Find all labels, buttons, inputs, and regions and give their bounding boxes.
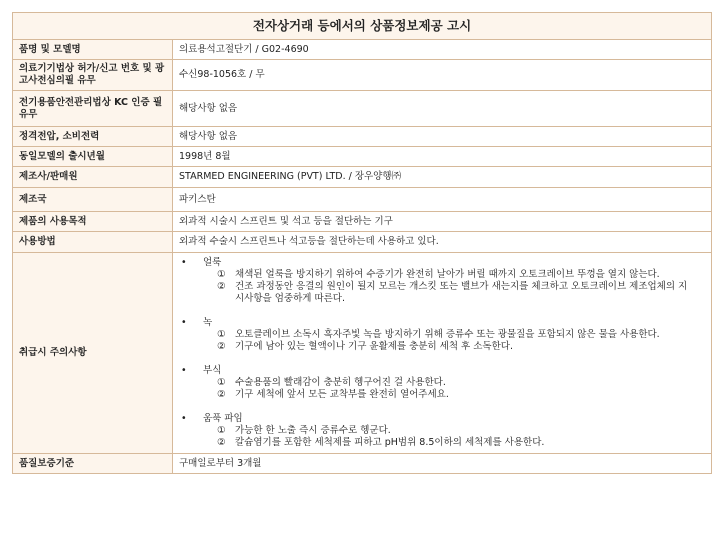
item-number: ① (217, 425, 226, 436)
item-number: ① (217, 269, 226, 280)
table-row (13, 454, 712, 474)
info-table (12, 12, 712, 474)
row-value: 수신98-1056호 / 무 (173, 60, 712, 91)
warranty-value: 구매일로부터 3개월 (173, 454, 712, 474)
item-text: 수술용품의 빨래감이 충분히 헹구어진 걸 사용한다. (235, 377, 446, 388)
title-row (13, 13, 712, 40)
section-title: 얼룩 (203, 257, 222, 268)
product-info-notice (12, 12, 712, 474)
list-item (179, 389, 705, 401)
row-value: STARMED ENGINEERING (PVT) LTD. / 장우양행㈜ (173, 167, 712, 188)
list-item (179, 437, 705, 449)
item-text: 채색된 얼룩을 방지하기 위하여 수증기가 완전히 날아가 버릴 때까지 오토크레이브 뚜껑을 열지 않는다. (235, 269, 660, 280)
row-value: 1998년 8월 (173, 147, 712, 167)
table-row (13, 147, 712, 167)
care-instructions (173, 253, 712, 454)
table-row (13, 40, 712, 60)
care-section-corrosion (179, 365, 705, 401)
row-label: 제조사/판매원 (13, 167, 173, 188)
care-label: 취급시 주의사항 (13, 253, 173, 454)
table-row (13, 167, 712, 188)
list-item (179, 329, 705, 341)
item-number: ② (217, 389, 226, 400)
row-label: 제품의 사용목적 (13, 212, 173, 232)
table-row (13, 60, 712, 91)
section-title: 부식 (203, 365, 222, 376)
bullet: • (181, 365, 187, 376)
item-number: ② (217, 341, 226, 352)
item-text: 가능한 한 노출 즉시 증류수로 헹군다. (235, 425, 391, 436)
row-value: 해당사항 없음 (173, 91, 712, 127)
row-value: 외과적 수술시 스프린트나 석고등을 절단하는데 사용하고 있다. (173, 232, 712, 253)
row-label: 제조국 (13, 188, 173, 212)
table-row (13, 232, 712, 253)
section-title: 움푹 파임 (203, 413, 243, 424)
section-title: 녹 (203, 317, 213, 328)
row-label: 사용방법 (13, 232, 173, 253)
table-row (13, 127, 712, 147)
row-value: 외과적 시술시 스프린트 및 석고 등을 절단하는 기구 (173, 212, 712, 232)
notice-title: 전자상거래 등에서의 상품정보제공 고시 (13, 13, 712, 40)
item-number: ① (217, 377, 226, 388)
row-label: 동일모델의 출시년월 (13, 147, 173, 167)
row-label: 정격전압, 소비전력 (13, 127, 173, 147)
item-number: ② (217, 437, 226, 448)
row-value: 파키스탄 (173, 188, 712, 212)
care-section-rust (179, 317, 705, 353)
care-section-pitting (179, 413, 705, 449)
care-section-stain (179, 257, 705, 305)
row-value: 해당사항 없음 (173, 127, 712, 147)
list-item (179, 341, 705, 353)
row-value: 의료용석고절단기 / G02-4690 (173, 40, 712, 60)
row-label: 의료기기법상 허가/신고 번호 및 광고사전심의필 유무 (13, 60, 173, 91)
care-row (13, 253, 712, 454)
item-text: 기구에 남아 있는 혈액이나 기구 윤활제를 충분히 세척 후 소독한다. (235, 341, 513, 352)
list-item (179, 281, 705, 305)
warranty-label: 품질보증기준 (13, 454, 173, 474)
item-text: 오토클레이브 소독시 흑자주빛 녹을 방지하기 위해 증류수 또는 광물질을 포함되지 않은 물을 사용한다. (235, 329, 660, 340)
list-item (179, 377, 705, 389)
table-row (13, 188, 712, 212)
item-number: ① (217, 329, 226, 340)
row-label: 품명 및 모델명 (13, 40, 173, 60)
table-row (13, 212, 712, 232)
list-item (179, 269, 705, 281)
item-text: 칼슘염기를 포함한 세척제를 피하고 pH범위 8.5이하의 세척제를 사용한다. (235, 437, 545, 448)
item-number: ② (217, 281, 226, 292)
bullet: • (181, 257, 187, 268)
item-text: 건조 과정동안 응결의 원인이 될지 모르는 개스킷 또는 밸브가 새는지를 체크하고 오토크레이브 제조업체의 지시사항을 엄중하게 따른다. (235, 281, 688, 304)
bullet: • (181, 317, 187, 328)
bullet: • (181, 413, 187, 424)
table-row (13, 91, 712, 127)
list-item (179, 425, 705, 437)
row-label: 전기용품안전관리법상 KC 인증 필 유무 (13, 91, 173, 127)
item-text: 기구 세척에 앞서 모든 교착부를 완전히 열어주세요. (235, 389, 449, 400)
